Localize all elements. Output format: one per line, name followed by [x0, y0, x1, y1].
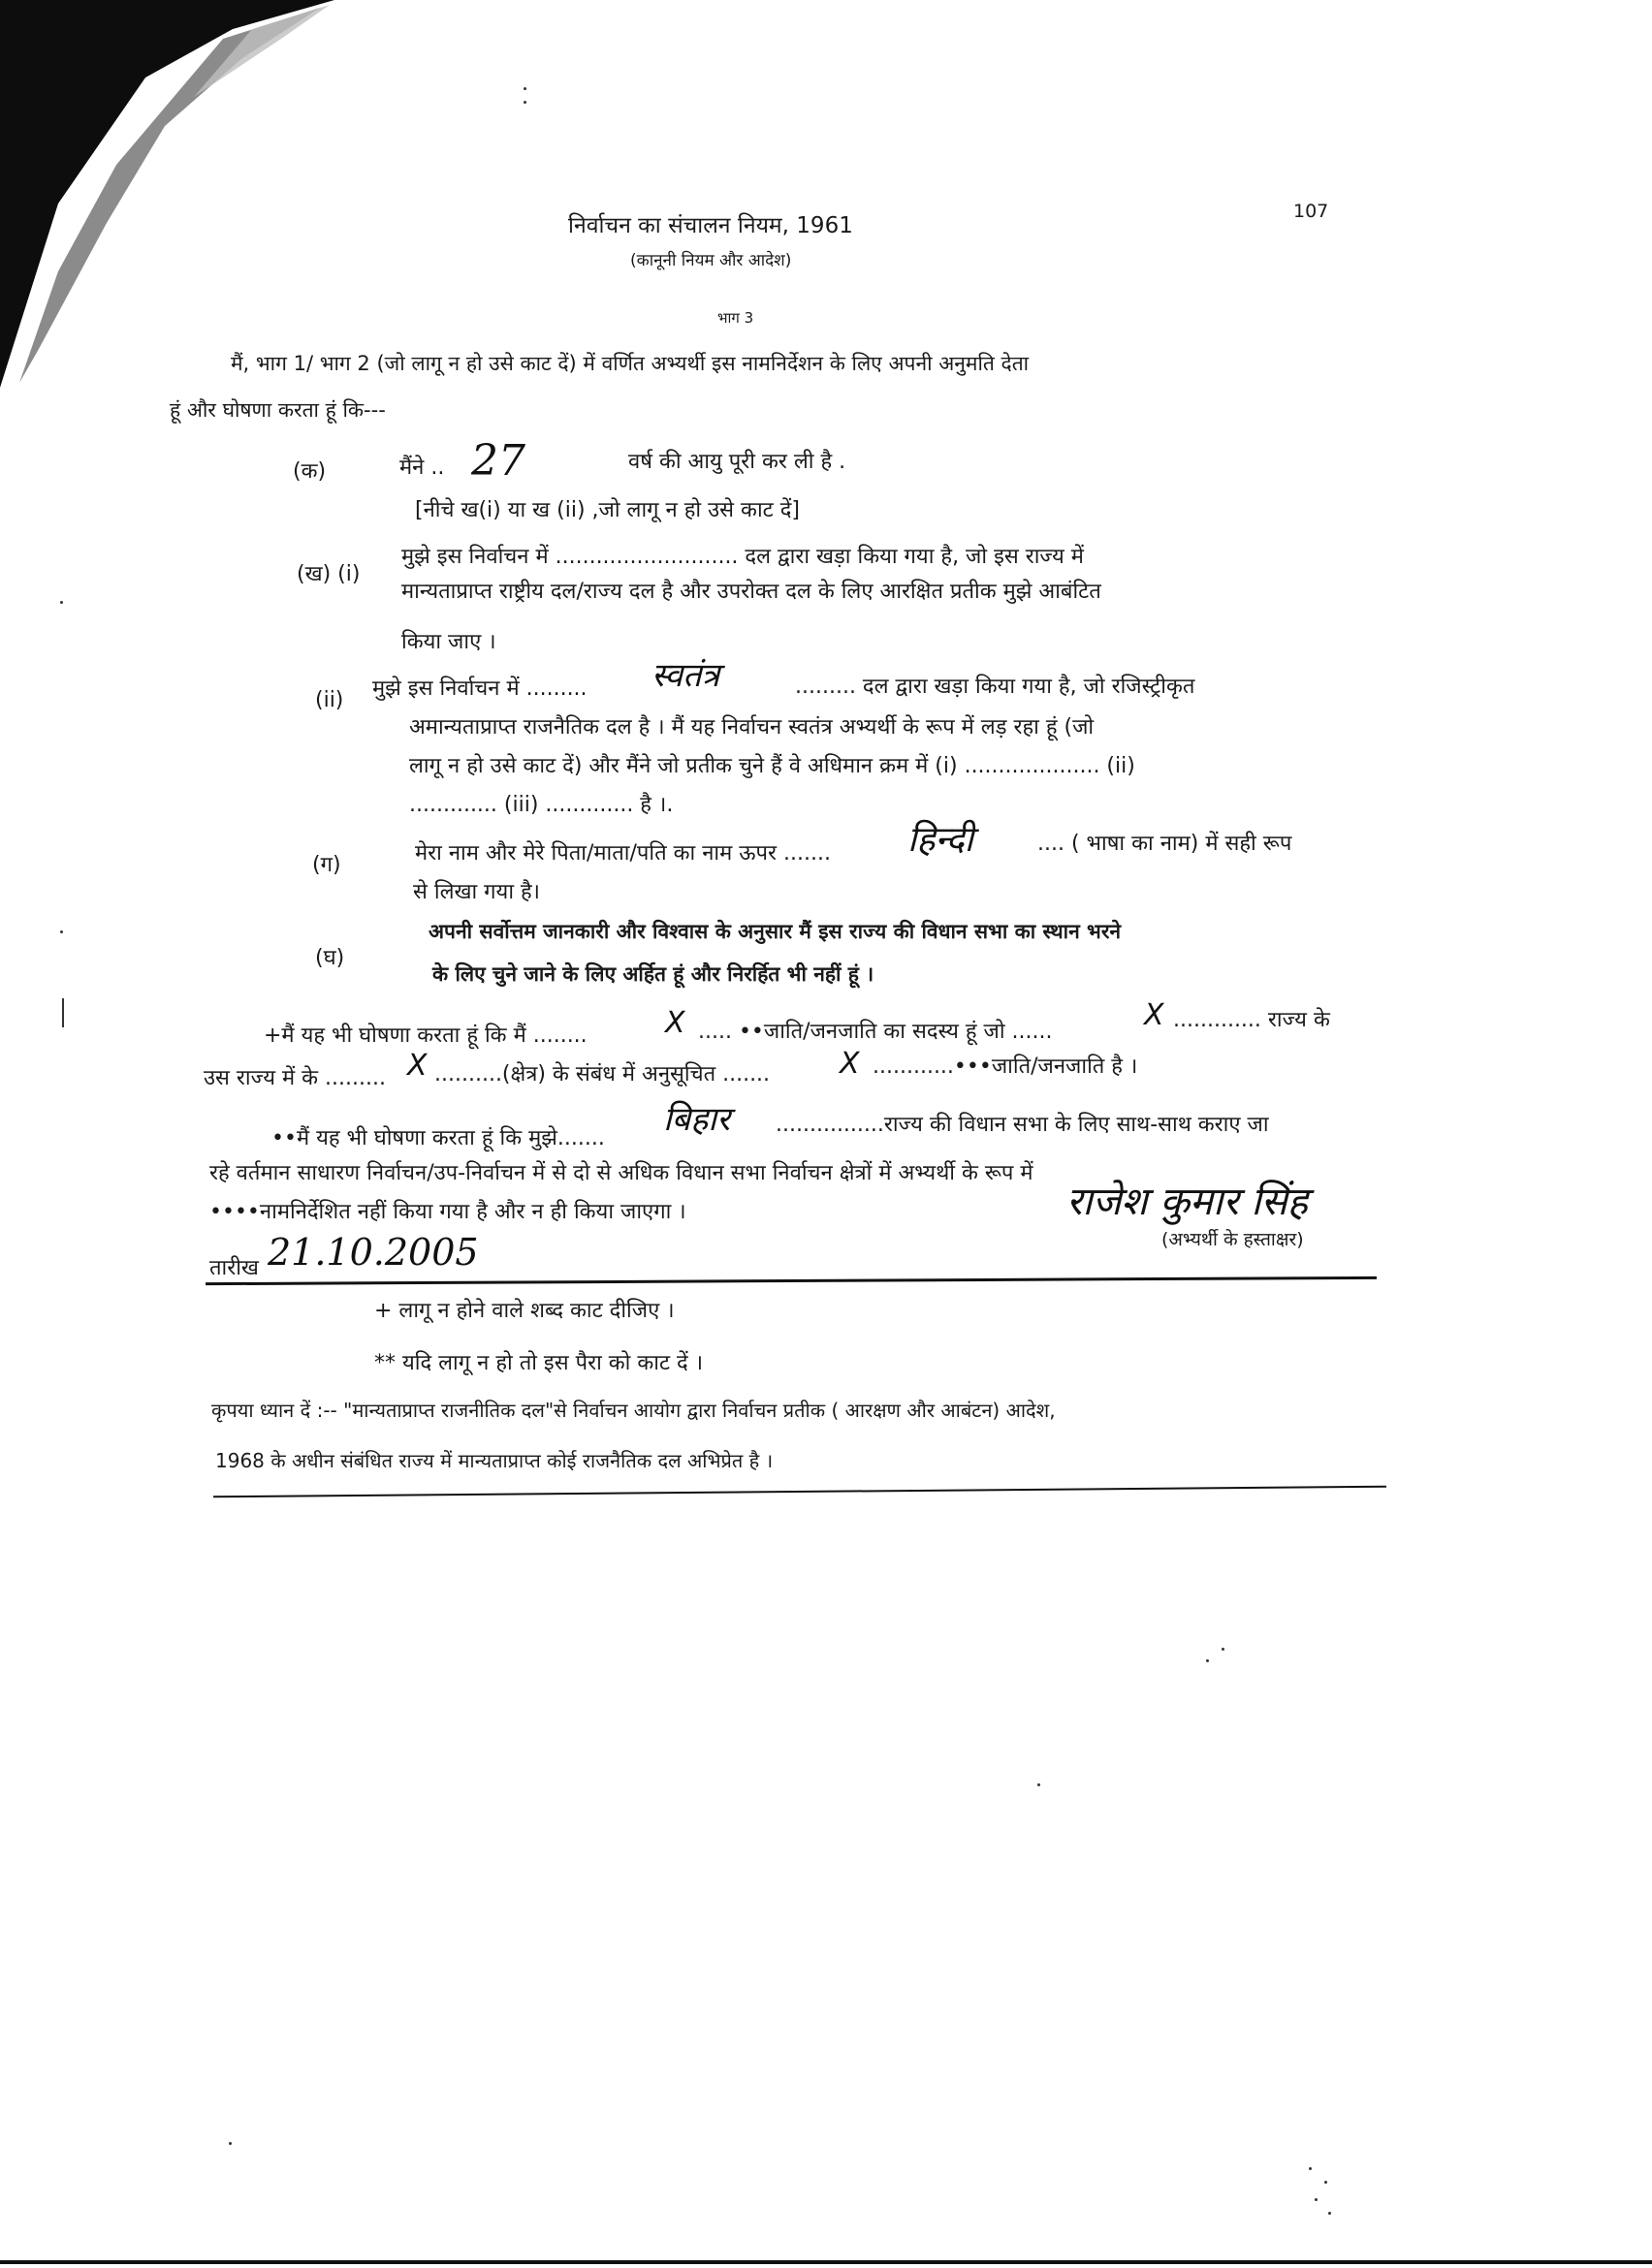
intro-line-1: मैं, भाग 1/ भाग 2 (जो लागू न हो उसे काट दें) में वर्णित अभ्यर्थी इस नामनिर्देशन के लिए अपनी अनुमति देता [231, 352, 1030, 375]
clause-kha-ii-line-1-before: मुझे इस निर्वाचन में ......... [372, 677, 588, 701]
caste-decl-line-1c: ............. राज्य के [1173, 1008, 1330, 1032]
divider-line-bottom [213, 1486, 1386, 1498]
scan-speck [60, 930, 63, 933]
footnote-1: + लागू न होने वाले शब्द काट दीजिए । [374, 1299, 675, 1323]
clause-kha-ii-line-3: लागू न हो उसे काट दें) और मैंने जो प्रतीक चुने हैं वे अधिमान क्रम में (i) .................... (ii) [409, 754, 1135, 778]
multi-decl-line-3: ••••नामनिर्देशित नहीं किया गया है और न ही किया जाएगा । [209, 1200, 686, 1224]
scan-speck [1309, 2167, 1312, 2170]
divider-line-top [206, 1276, 1377, 1285]
caste-decl-line-2a: उस राज्य में के ......... [204, 1066, 386, 1090]
clause-gha-label: (घ) [315, 946, 345, 970]
strike-mark-2: X [1144, 998, 1164, 1032]
clause-kha-ii-line-4: ............. (iii) ............. है ।. [409, 793, 674, 817]
strike-mark-3: X [407, 1049, 428, 1083]
clause-ga-line-2: से लिखा गया है। [413, 880, 541, 904]
strike-mark-4: X [840, 1047, 860, 1081]
footnote-2: ** यदि लागू न हो तो इस पैरा को काट दें । [374, 1351, 704, 1375]
multi-decl-line-1-after: ................राज्य की विधान सभा के लिए साथ-साथ कराए जा [776, 1113, 1269, 1137]
page-title: निर्वाचन का संचालन नियम, 1961 [568, 213, 853, 238]
clause-ga-line-1-after: .... ( भाषा का नाम) में सही रूप [1037, 832, 1292, 856]
clause-kha-i-label: (ख) (i) [297, 562, 361, 586]
clause-kha-i-line-2: मान्यताप्राप्त राष्ट्रीय दल/राज्य दल है और उपरोक्त दल के लिए आरक्षित प्रतीक मुझे आबंटित [401, 580, 1101, 604]
clause-kha-ii-label: (ii) [315, 688, 344, 712]
caste-decl-line-1a: +मैं यह भी घोषणा करता हूं कि मैं ........ [264, 1024, 588, 1048]
caste-decl-line-2b: ..........(क्षेत्र) के संबंध में अनुसूचित ....... [434, 1062, 771, 1087]
scan-speck [1315, 2198, 1318, 2201]
clause-kha-i-line-1: मुझे इस निर्वाचन में ........................... दल द्वारा खड़ा किया गया है, जो इस राज्य में [401, 545, 1084, 569]
strike-mark-1: X [665, 1006, 685, 1040]
scan-speck [62, 998, 64, 1027]
handwritten-age: 27 [471, 436, 525, 486]
clause-gha-line-1: अपनी सर्वोत्तम जानकारी और विश्वास के अनुसार मैं इस राज्य की विधान सभा का स्थान भरने [429, 920, 1122, 943]
page-bottom-border [0, 2260, 1652, 2264]
candidate-signature: राजेश कुमार सिंह [1066, 1180, 1309, 1224]
scan-speck [524, 87, 526, 90]
clause-kha-ii-line-2: अमान्यताप्राप्त राजनैतिक दल है । मैं यह निर्वाचन स्वतंत्र अभ्यर्थी के रूप में लड़ रहा हूं (जो [409, 715, 1095, 740]
page-subtitle: (कानूनी नियम और आदेश) [630, 251, 792, 270]
multi-decl-line-2: रहे वर्तमान साधारण निर्वाचन/उप-निर्वाचन में से दो से अधिक विधान सभा निर्वाचन क्षेत्रों में अभ्यर्थी के रूप में [209, 1161, 1033, 1185]
caste-decl-line-2c: ............•••जाति/जनजाति है । [873, 1055, 1138, 1079]
clause-ga-label: (ग) [312, 853, 341, 877]
multi-decl-line-1-before: ••मैं यह भी घोषणा करता हूं कि मुझे....... [271, 1126, 605, 1150]
scan-speck [229, 2142, 232, 2145]
intro-line-2: हूं और घोषणा करता हूं कि--- [170, 398, 386, 422]
page-number: 107 [1293, 201, 1329, 222]
handwritten-language: हिन्दी [907, 820, 974, 860]
date-label: तारीख [209, 1256, 259, 1280]
folded-corner-shadow [0, 0, 349, 407]
clause-ga-line-1-before: मेरा नाम और मेरे पिता/माता/पति का नाम ऊपर ....... [415, 841, 831, 866]
attention-line-2: 1968 के अधीन संबंधित राज्य में मान्यताप्राप्त कोई राजनैतिक दल अभिप्रेत है । [215, 1449, 774, 1472]
clause-kha-i-line-3: किया जाए । [401, 630, 496, 654]
handwritten-state: बिहार [663, 1100, 730, 1139]
scan-speck [60, 601, 63, 604]
scan-speck [1328, 2212, 1331, 2215]
clause-gha-line-2: के लिए चुने जाने के लिए अर्हित हूं और निरर्हित भी नहीं हूं । [432, 962, 874, 986]
handwritten-party: स्वतंत्र [651, 656, 720, 695]
clause-ka-label: (क) [293, 459, 327, 484]
clause-kha-ii-line-1-after: ......... दल द्वारा खड़ा किया गया है, जो रजिस्ट्रीकृत [795, 675, 1195, 699]
part-heading: भाग 3 [717, 309, 754, 327]
clause-ka-text-after: वर्ष की आयु पूरी कर ली है . [628, 450, 846, 474]
signature-caption: (अभ्यर्थी के हस्ताक्षर) [1161, 1229, 1304, 1250]
clause-ka-text-before: मैंने .. [399, 456, 445, 480]
caste-decl-line-1b: ..... ••जाति/जनजाति का सदस्य हूं जो ...... [698, 1020, 1053, 1044]
scan-speck [1206, 1659, 1209, 1662]
scan-speck [1037, 1783, 1040, 1786]
scan-speck [524, 101, 526, 104]
scan-speck [1324, 2181, 1327, 2184]
attention-line-1: कृपया ध्यान दें :-- "मान्यताप्राप्त राजनीतिक दल"से निर्वाचन आयोग द्वारा निर्वाचन प्रतीक ( आरक्षण और आबंटन) आदेश, [211, 1399, 1056, 1422]
scan-speck [1222, 1648, 1224, 1651]
handwritten-date: 21.10.2005 [268, 1231, 479, 1274]
clause-kha-note: [नीचे ख(i) या ख (ii) ,जो लागू न हो उसे काट दें] [415, 498, 800, 522]
